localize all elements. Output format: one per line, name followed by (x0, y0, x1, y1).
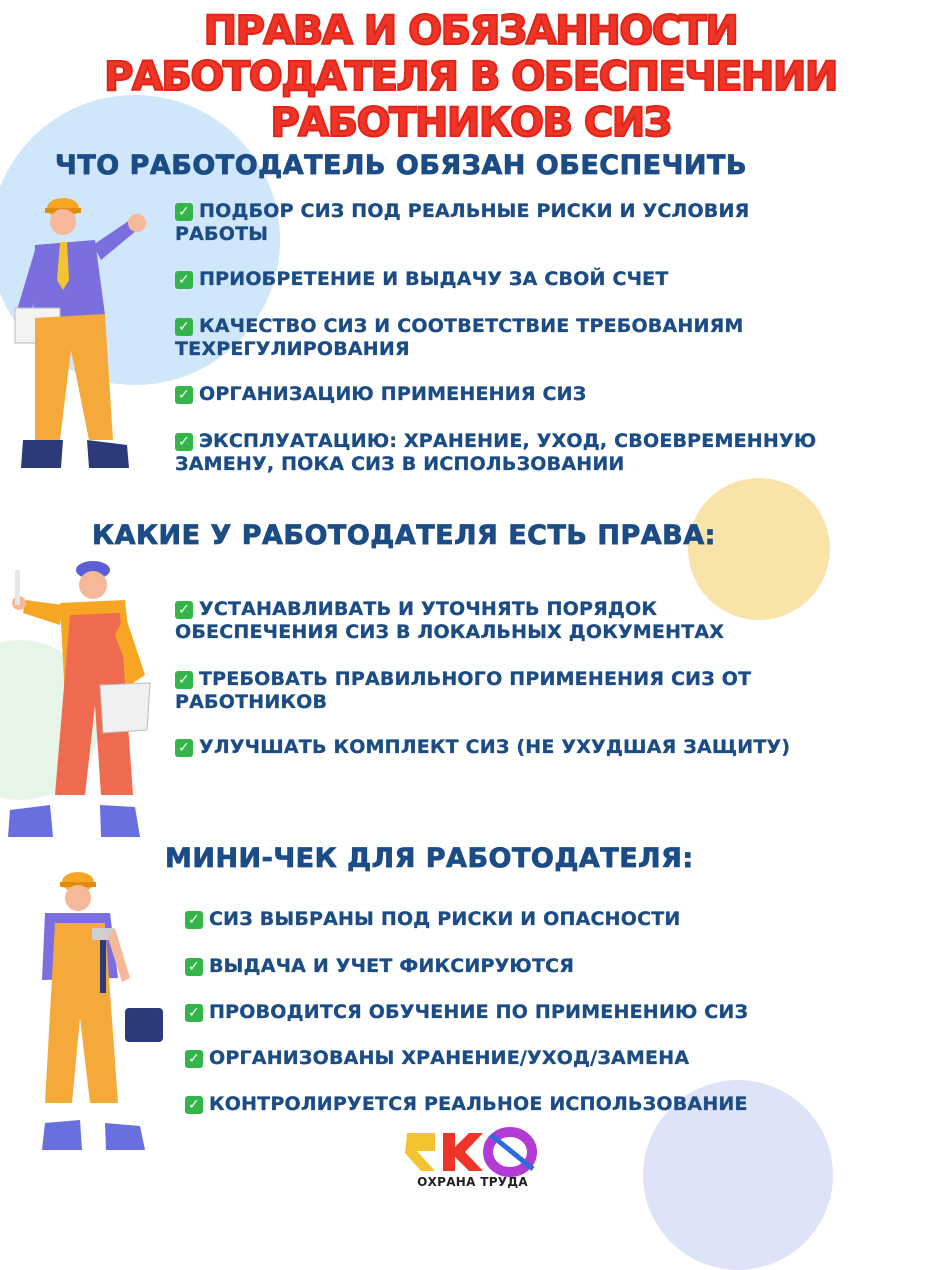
list-item: ✓ ОРГАНИЗОВАНЫ ХРАНЕНИЕ/УХОД/ЗАМЕНА (185, 1047, 941, 1070)
check-icon: ✓ (185, 1004, 203, 1022)
section-heading-checklist: МИНИ-ЧЕК ДЛЯ РАБОТОДАТЕЛЯ: (165, 843, 694, 874)
check-icon: ✓ (185, 1050, 203, 1068)
list-item: ✓ ПОДБОР СИЗ ПОД РЕАЛЬНЫЕ РИСКИ И УСЛОВИЯ РАБОТЫ (175, 200, 750, 245)
list-item: ✓ УЛУЧШАТЬ КОМПЛЕКТ СИЗ (НЕ УХУДШАЯ ЗАЩИТУ) (175, 736, 935, 759)
list-item: ✓ КОНТРОЛИРУЕТСЯ РЕАЛЬНОЕ ИСПОЛЬЗОВАНИЕ (185, 1093, 941, 1116)
check-icon: ✓ (175, 739, 193, 757)
logo (395, 1125, 550, 1195)
list-item: ✓ ПРОВОДИТСЯ ОБУЧЕНИЕ ПО ПРИМЕНЕНИЮ СИЗ (185, 1001, 941, 1024)
check-icon: ✓ (185, 958, 203, 976)
section-heading-rights: КАКИЕ У РАБОТОДАТЕЛЯ ЕСТЬ ПРАВА: (92, 520, 716, 551)
check-icon: ✓ (175, 433, 193, 451)
list-item: ✓ ВЫДАЧА И УЧЕТ ФИКСИРУЮТСЯ (185, 955, 941, 978)
check-icon: ✓ (175, 671, 193, 689)
check-icon: ✓ (175, 318, 193, 336)
check-icon: ✓ (185, 911, 203, 929)
check-icon: ✓ (175, 386, 193, 404)
list-item: ✓ ОРГАНИЗАЦИЮ ПРИМЕНЕНИЯ СИЗ (175, 383, 935, 406)
title-line-3: РАБОТНИКОВ СИЗ (270, 100, 671, 146)
list-item: ✓ ПРИОБРЕТЕНИЕ И ВЫДАЧУ ЗА СВОЙ СЧЕТ (175, 268, 935, 291)
check-icon: ✓ (185, 1096, 203, 1114)
check-icon: ✓ (175, 203, 193, 221)
list-item: ✓ ТРЕБОВАТЬ ПРАВИЛЬНОГО ПРИМЕНЕНИЯ СИЗ ОТ РАБОТНИКОВ (175, 668, 752, 713)
list-item: ✓ УСТАНАВЛИВАТЬ И УТОЧНЯТЬ ПОРЯДОК ОБЕСПЕЧЕНИЯ СИЗ В ЛОКАЛЬНЫХ ДОКУМЕНТАХ (175, 598, 725, 643)
logo-icon (395, 1125, 550, 1177)
section-heading-obligations: ЧТО РАБОТОДАТЕЛЬ ОБЯЗАН ОБЕСПЕЧИТЬ (55, 150, 748, 181)
list-item: ✓ КАЧЕСТВО СИЗ И СООТВЕТСТВИЕ ТРЕБОВАНИЯМ ТЕХРЕГУЛИРОВАНИЯ (175, 315, 744, 360)
title-line-1: ПРАВА И ОБЯЗАННОСТИ (203, 8, 738, 54)
list-item: ✓ СИЗ ВЫБРАНЫ ПОД РИСКИ И ОПАСНОСТИ (185, 908, 941, 931)
check-icon: ✓ (175, 271, 193, 289)
logo-text: ОХРАНА ТРУДА (417, 1175, 528, 1189)
list-item: ✓ ЭКСПЛУАТАЦИЮ: ХРАНЕНИЕ, УХОД, СВОЕВРЕМЕННУЮ ЗАМЕНУ, ПОКА СИЗ В ИСПОЛЬЗОВАНИИ (175, 430, 817, 475)
title-line-2: РАБОТОДАТЕЛЯ В ОБЕСПЕЧЕНИИ (104, 54, 837, 100)
worker-illustration (30, 868, 175, 1158)
check-icon: ✓ (175, 601, 193, 619)
worker-illustration (5, 190, 155, 480)
page-title (0, 8, 941, 146)
worker-illustration (5, 555, 155, 845)
